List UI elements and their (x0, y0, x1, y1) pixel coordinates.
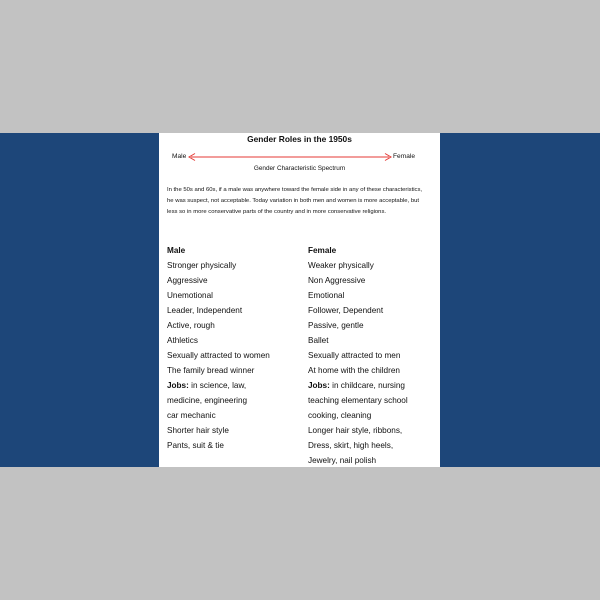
document-title: Gender Roles in the 1950s (247, 134, 352, 144)
list-item: Pants, suit & tie (167, 441, 224, 450)
jobs-label: Jobs: (308, 381, 330, 390)
list-item: Longer hair style, ribbons, (308, 426, 403, 435)
female-header: Female (308, 246, 337, 255)
list-item: Aggressive (167, 276, 208, 285)
list-item: Non Aggressive (308, 276, 366, 285)
gender-spectrum (159, 152, 440, 166)
jobs-label: Jobs: (167, 381, 189, 390)
list-item: Leader, Independent (167, 306, 243, 315)
list-item: teaching elementary school (308, 396, 408, 405)
list-item: Weaker physically (308, 261, 374, 270)
list-item: Sexually attracted to women (167, 351, 270, 360)
list-item: Dress, skirt, high heels, (308, 441, 394, 450)
female-column (308, 243, 408, 467)
list-item: cooking, cleaning (308, 411, 372, 420)
male-column (167, 243, 270, 453)
male-jobs-item (167, 378, 270, 393)
list-item: car mechanic (167, 411, 216, 420)
list-item: medicine, engineering (167, 396, 248, 405)
list-item: Emotional (308, 291, 345, 300)
male-header: Male (167, 246, 186, 255)
list-item: At home with the children (308, 366, 400, 375)
list-item: Athletics (167, 336, 198, 345)
list-item: Ballet (308, 336, 329, 345)
jobs-text: in science, law, (188, 381, 247, 390)
list-item: Jewelry, nail polish (308, 456, 377, 465)
list-item: Passive, gentle (308, 321, 364, 330)
spectrum-right-label: Female (393, 153, 415, 160)
list-item: Active, rough (167, 321, 215, 330)
jobs-text: in childcare, nursing (329, 381, 405, 390)
list-item: Unemotional (167, 291, 213, 300)
list-item: Shorter hair style (167, 426, 229, 435)
double-arrow-icon (187, 152, 393, 162)
spectrum-caption: Gender Characteristic Spectrum (253, 165, 346, 172)
list-item: Stronger physically (167, 261, 237, 270)
list-item: The family bread winner (167, 366, 255, 375)
intro-paragraph: In the 50s and 60s, if a male was anywhere toward the female side in any of these characteristics, he was suspect, not acceptable. Today variation in both men and women is more acceptable, but less so in more conservative parts of the country and in more conservative religions. (167, 187, 423, 216)
female-jobs-item (308, 378, 408, 393)
list-item: Follower, Dependent (308, 306, 384, 315)
document-page (159, 133, 440, 467)
list-item: Sexually attracted to men (308, 351, 401, 360)
spectrum-left-label: Male (172, 153, 187, 160)
